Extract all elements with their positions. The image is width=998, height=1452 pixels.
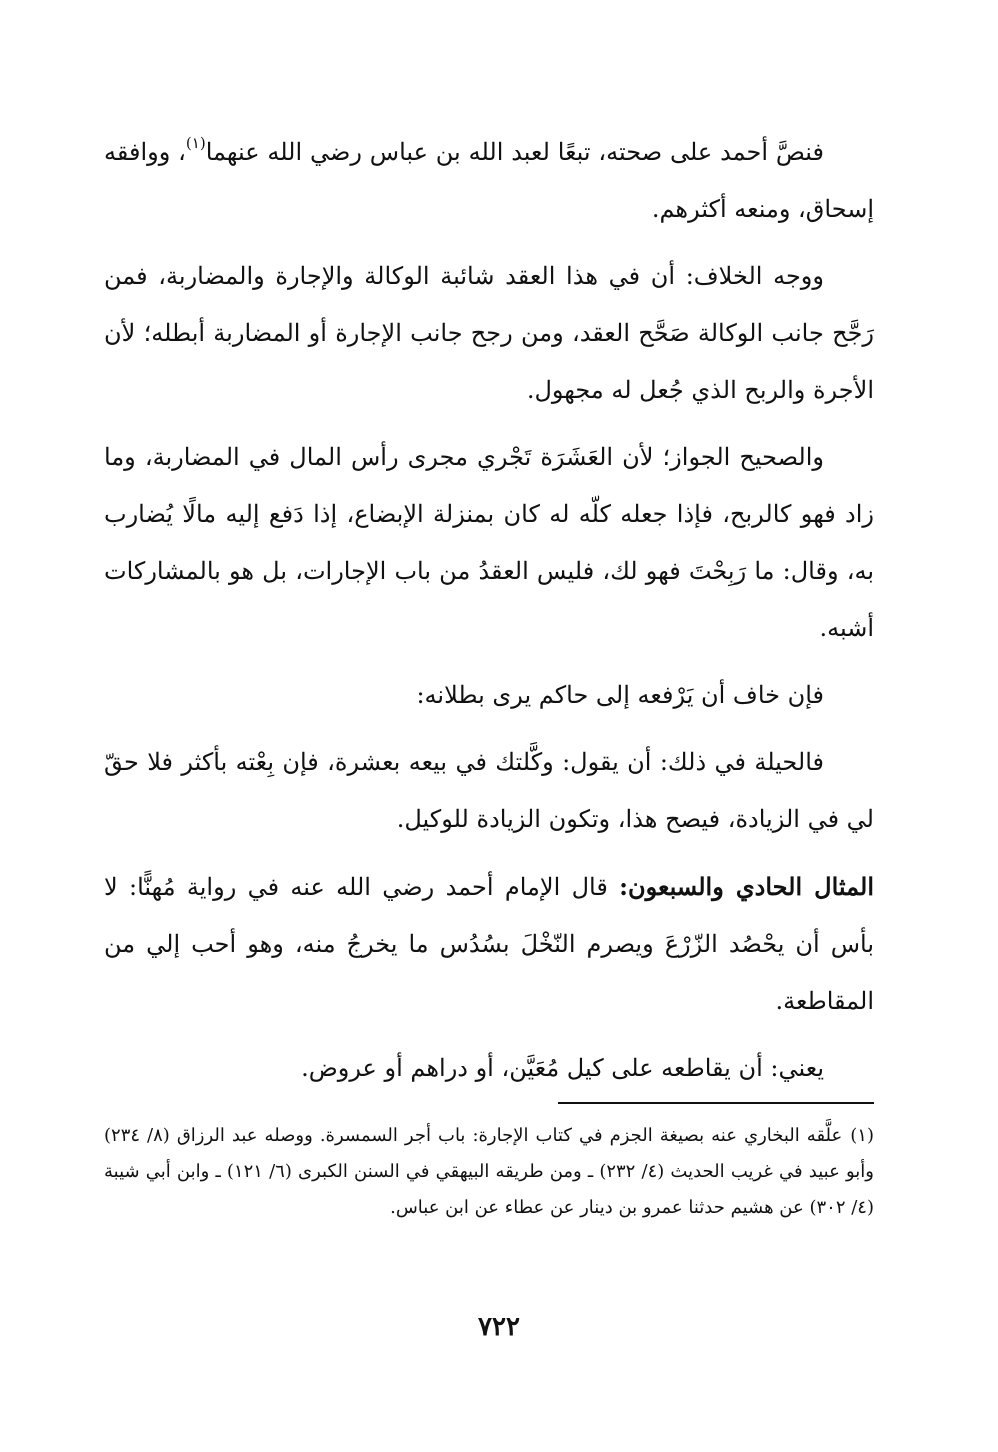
footnote-reference: (١) bbox=[185, 134, 206, 152]
footnote-text: علَّقه البخاري عنه بصيغة الجزم في كتاب الإجارة: باب أجر السمسرة. ووصله عبد الرزاق (٨/ ٢٣٤) وأبو عبيد في غريب الحديث (٤/ ٢٣٢) ـ ومن طريقه البيهقي في السنن الكبرى (٦/ ١٢١) ـ وابن أبي شيبة (٤/ ٣٠٢) عن هشيم حدثنا عمرو بن دينار عن عطاء عن ابن عباس. bbox=[104, 1125, 874, 1218]
paragraph-1-text: فنصَّ أحمد على صحته، تبعًا لعبد الله بن عباس رضي الله عنهما bbox=[205, 138, 825, 166]
footnote bbox=[104, 1118, 874, 1226]
paragraph-1-tail: ، ووافقه إسحاق، ومنعه أكثرهم. bbox=[104, 138, 874, 223]
main-text bbox=[104, 124, 874, 1107]
paragraph-7-text: يعني: أن يقاطعه على كيل مُعَيَّن، أو دراهم أو عروض. bbox=[301, 1054, 824, 1082]
paragraph-4-text: فإن خاف أن يَرْفعه إلى حاكم يرى بطلانه: bbox=[416, 681, 824, 709]
paragraph-2 bbox=[104, 248, 874, 419]
example-heading: المثال الحادي والسبعون: bbox=[619, 872, 875, 901]
paragraph-3-text: والصحيح الجواز؛ لأن العَشَرَة تَجْري مجرى رأس المال في المضاربة، وما زاد فهو كالربح، فإذا جعله كلّه له كان بمنزلة الإبضاع، إذا دَفع إليه مالًا يُضارب به، وقال: ما رَبِحْتَ فهو لك، فليس العقدُ من باب الإجارات، بل هو بالمشاركات أشبه. bbox=[104, 443, 874, 642]
paragraph-3 bbox=[104, 429, 874, 657]
paragraph-6 bbox=[104, 858, 874, 1030]
paragraph-7 bbox=[104, 1040, 874, 1097]
page-number: ٧٢٢ bbox=[478, 1312, 520, 1342]
footnote-number: (١) bbox=[850, 1125, 874, 1146]
paragraph-2-text: ووجه الخلاف: أن في هذا العقد شائبة الوكالة والإجارة والمضاربة، فمن رَجَّح جانب الوكالة صَحَّح العقد، ومن رجح جانب الإجارة أو المضاربة أبطله؛ لأن الأجرة والربح الذي جُعل له مجهول. bbox=[104, 262, 874, 404]
footnote-divider bbox=[558, 1102, 874, 1104]
paragraph-4 bbox=[104, 667, 874, 724]
paragraph-5 bbox=[104, 734, 874, 848]
paragraph-5-text: فالحيلة في ذلك: أن يقول: وكَّلتك في بيعه بعشرة، فإن بِعْته بأكثر فلا حقّ لي في الزيادة، فيصح هذا، وتكون الزيادة للوكيل. bbox=[104, 748, 874, 833]
paragraph-6-text: قال الإمام أحمد رضي الله عنه في رواية مُهنًّا: لا بأس أن يحْصُد الزّرْعَ ويصرم النّخْلَ بسُدُس ما يخرجُ منه، وهو أحب إلي من المقاطعة. bbox=[104, 873, 874, 1015]
paragraph-1 bbox=[104, 124, 874, 238]
